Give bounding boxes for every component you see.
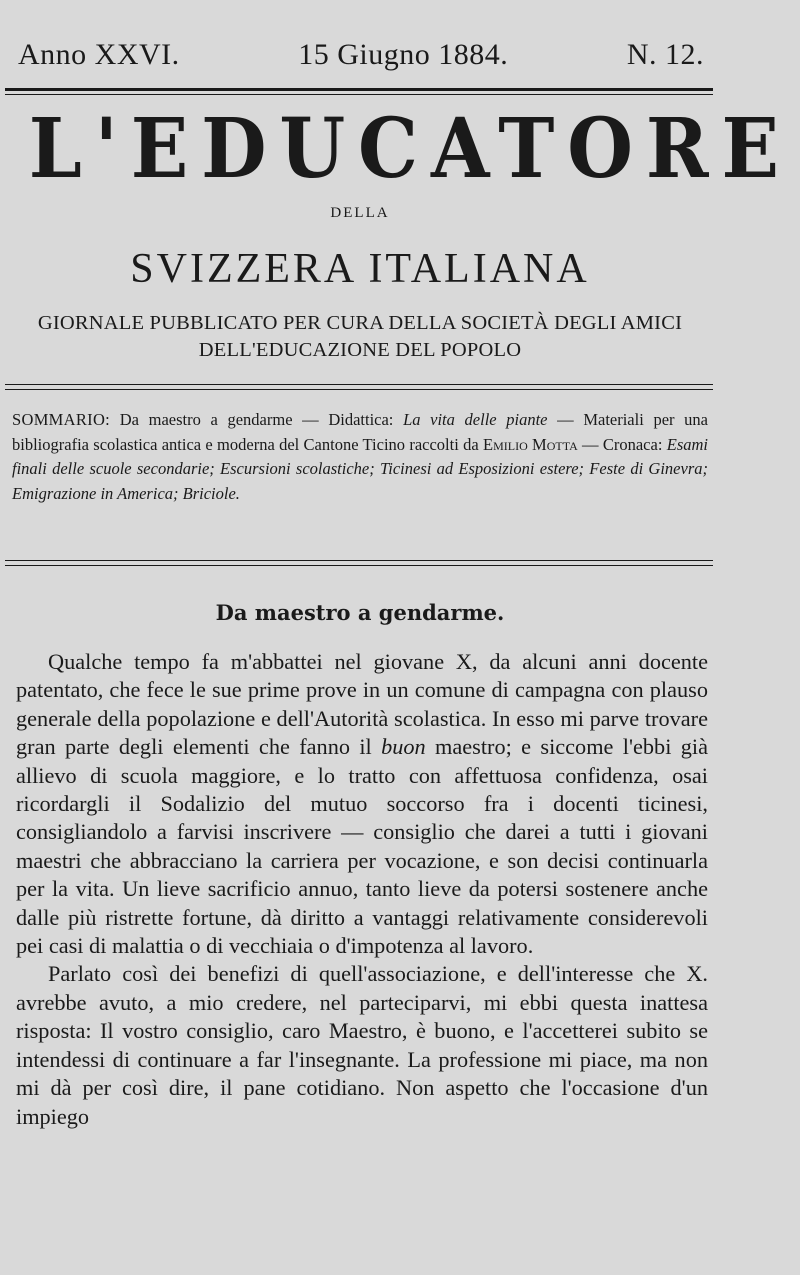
issue-number: N. 12.	[626, 38, 704, 71]
article-title: Da maestro a gendarme.	[215, 600, 505, 625]
summary-rule-2	[5, 565, 713, 566]
article-body	[16, 648, 708, 1131]
paragraph-1-italic: buon	[381, 734, 426, 760]
summary-rule-1	[5, 560, 713, 561]
summary-author: Emilio Motta	[483, 434, 578, 454]
summary-italic-2: Esami finali delle scuole secondarie; Escursioni scolastiche; Ticinesi ad Esposizioni estere; Feste di Ginevra; Emigrazione in America; Briciole.	[12, 434, 708, 503]
subtitle-line-1: GIORNALE PUBBLICATO PER CURA DELLA SOCIETÀ DEGLI AMICI	[37, 312, 683, 334]
masthead-region: SVIZZERA ITALIANA	[130, 246, 590, 292]
masthead-della: DELLA	[330, 205, 390, 221]
summary-block	[12, 408, 708, 506]
summary-text-3: — Cronaca:	[577, 434, 667, 454]
masthead-subtitle	[0, 310, 720, 364]
issue-year: Anno XXVI.	[18, 38, 180, 71]
header-rule-thin	[5, 94, 713, 95]
paragraph-1-text-a: Qualche tempo fa m'abbattei nel giovane X, da alcuni anni docente patentato, che fece le sue prime prove in un comune di campagna con plauso generale della popolazione e dell'Autorità scolastica. In esso mi parve trovare gran parte degli elementi che fanno il	[16, 649, 708, 760]
header-rule-thick	[5, 88, 713, 91]
issue-date: 15 Giugno 1884.	[298, 38, 509, 71]
summary-text-2: — Materiali per una bibliografia scolastica antica e moderna del Cantone Ticino raccolti da	[12, 410, 709, 454]
paragraph-1-text-b: maestro; e siccome l'ebbi già allievo di scuola maggiore, e lo tratto con affettuosa confidenza, osai ricordargli il Sodalizio del mutuo soccorso fra i docenti ticinesi, consigliandolo a farvisi inscrivere — consiglio che darei a tutti i giovani maestri che abbracciano la carriera per vocazione, e son decisi continuarla per la vita. Un lieve sacrificio annuo, tanto lieve da potersi sostenere anche dalle più ristrette fortune, dà diritto a vantaggi relativamente considerevoli pei casi di malattia o di vecchiaia o d'impotenza al lavoro.	[16, 734, 708, 959]
masthead-rule-1	[5, 384, 713, 385]
subtitle-line-2: DELL'EDUCAZIONE DEL POPOLO	[198, 339, 522, 361]
issue-header	[18, 38, 704, 72]
summary-label: SOMMARIO:	[12, 410, 111, 429]
masthead-rule-2	[5, 389, 713, 390]
masthead-title: L'EDUCATORE	[28, 101, 792, 197]
article-paragraph-2: Parlato così dei benefizi di quell'associazione, e dell'interesse che X. avrebbe avuto, a mio credere, nel parteciparvi, mi ebbi questa inattesa risposta: Il vostro consiglio, caro Maestro, è buono, e l'accetterei subito se intendessi di continuare a far l'insegnante. La professione mi piace, ma non mi dà per così dire, il pane cotidiano. Non aspetto che l'occasione d'un impiego	[16, 961, 708, 1129]
summary-italic-1: La vita delle piante	[403, 410, 548, 429]
article-paragraph-1	[16, 648, 708, 960]
summary-text-1: Da maestro a gendarme — Didattica:	[110, 410, 404, 429]
